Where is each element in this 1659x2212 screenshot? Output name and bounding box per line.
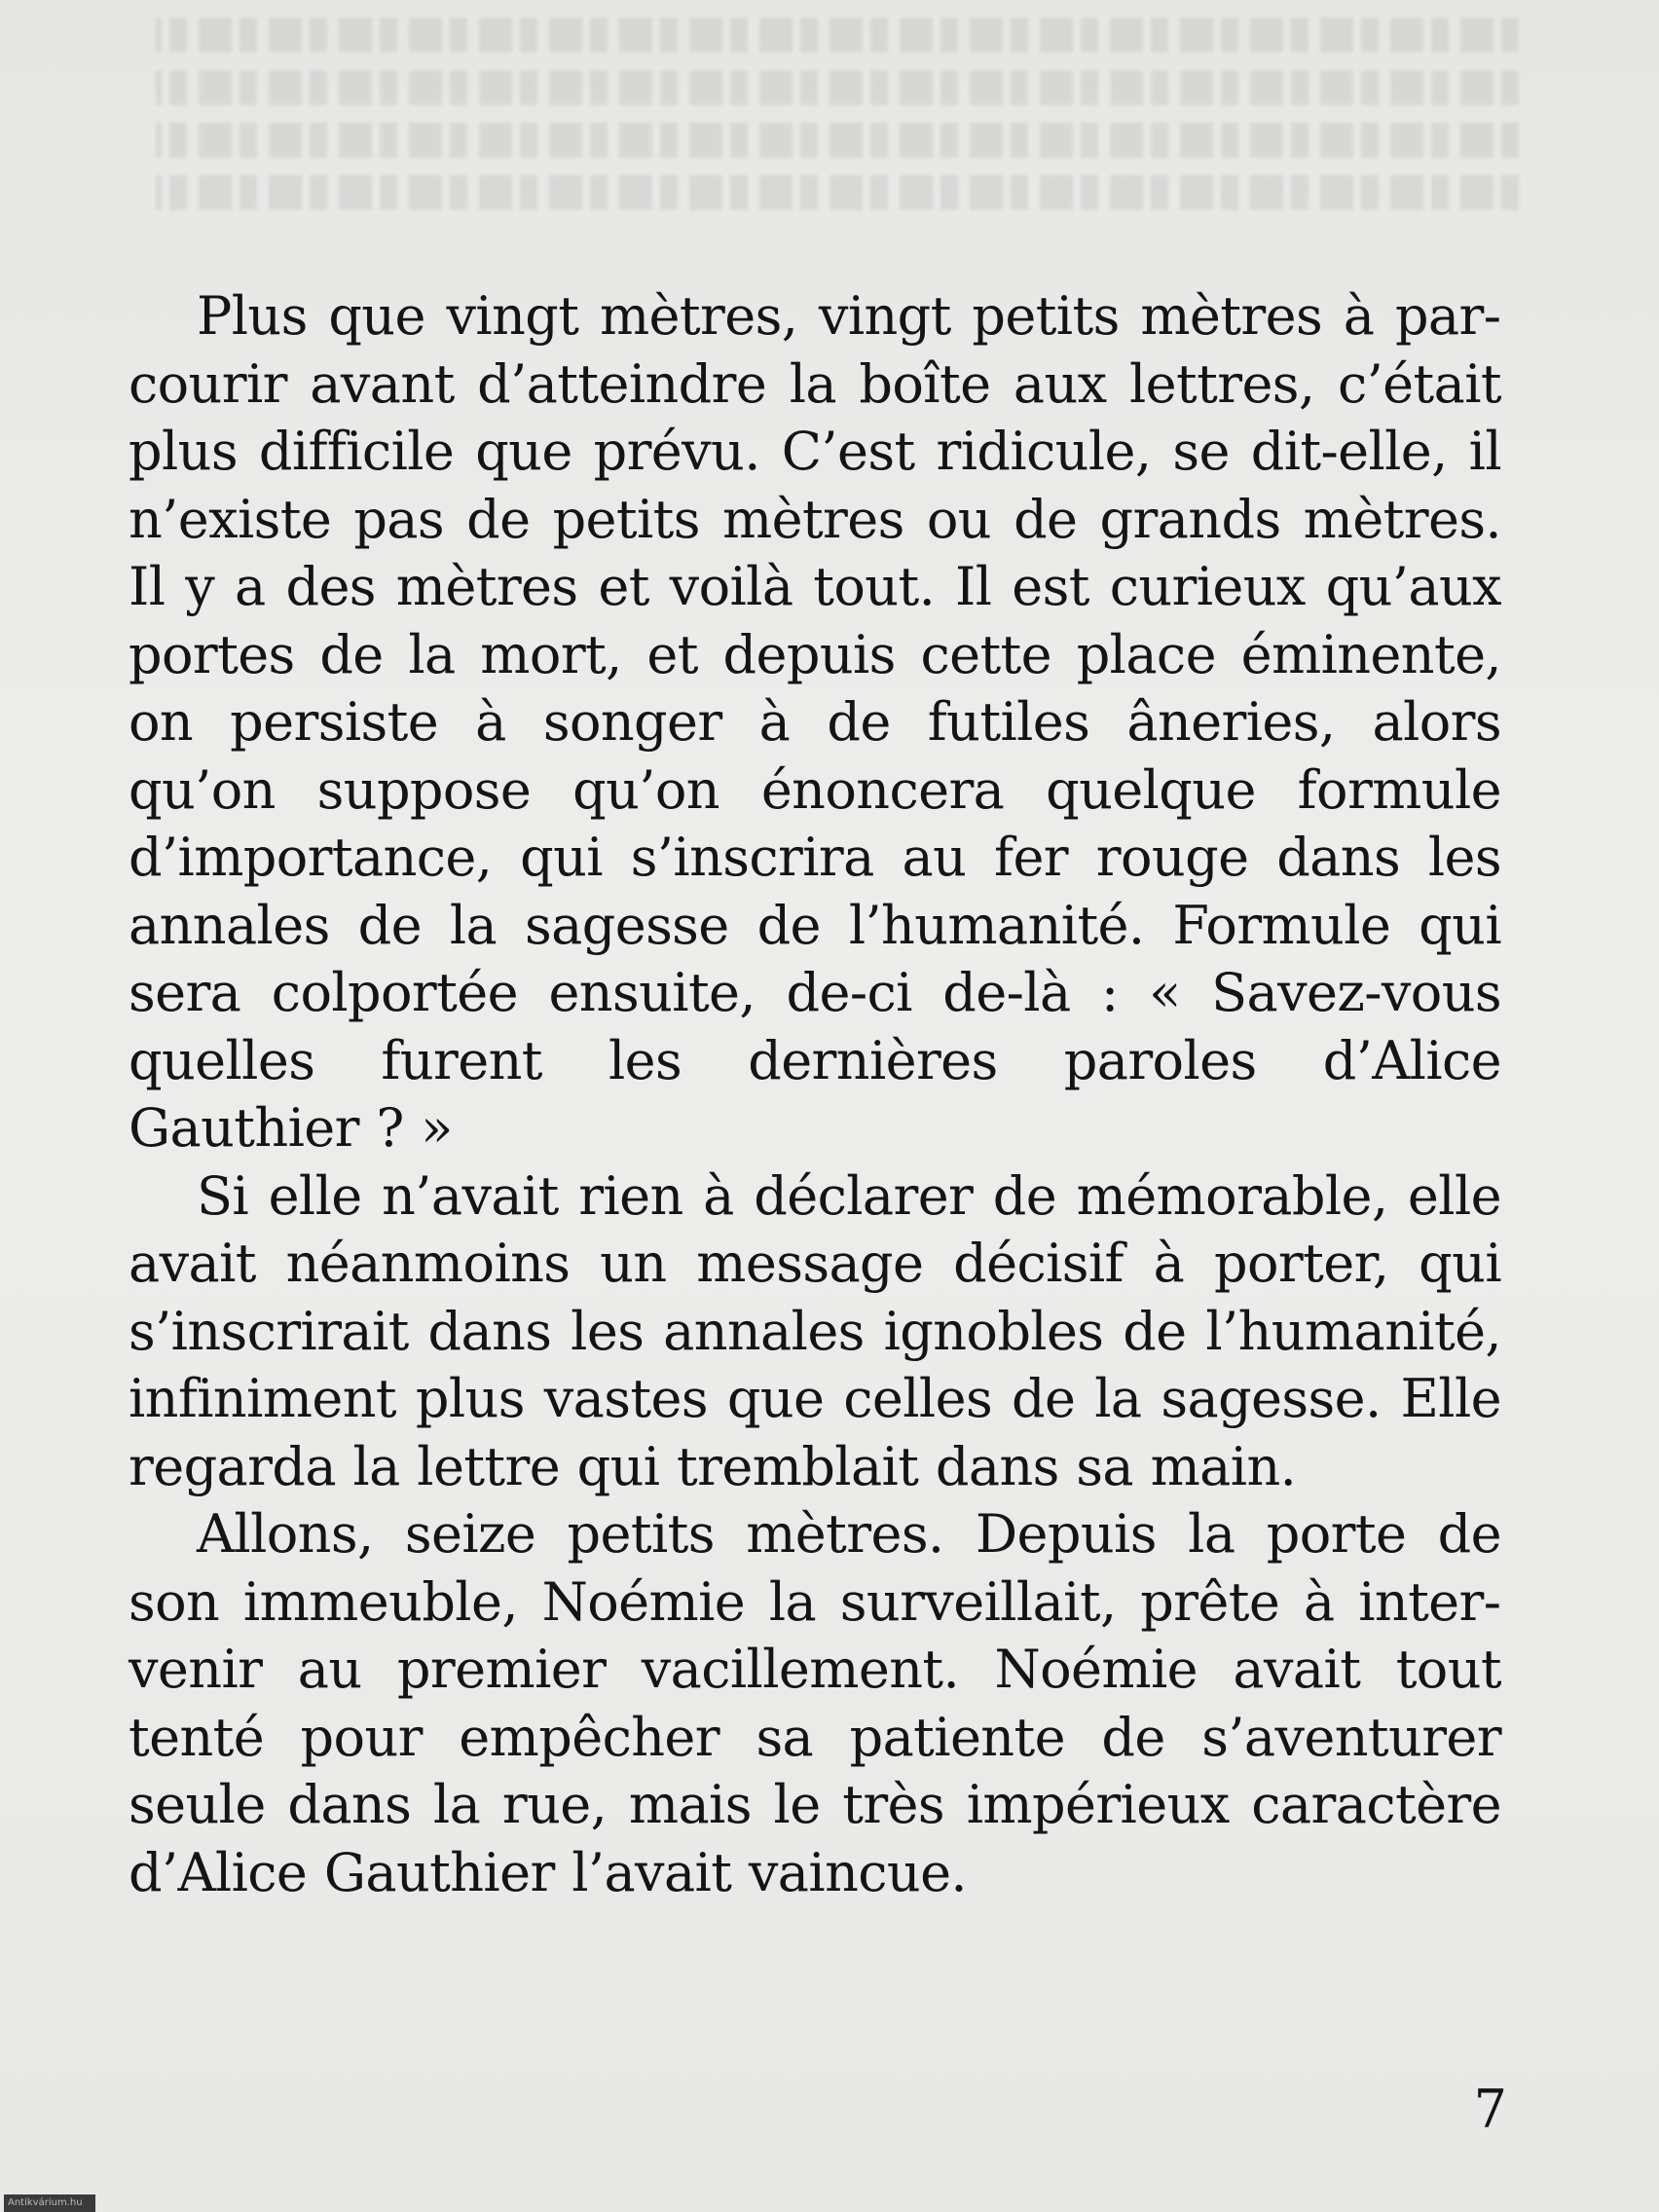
paragraph-1: Plus que vingt mètres, vingt petits mètres à parcourir avant d’atteindre la boîte aux lettres, c’était plus difficile que prévu. C’est ridicule, se dit-elle, il n’existe pas de petits mètres ou de grands mètres. Il y a des mètres et voilà tout. Il est curieux qu’aux portes de la mort, et depuis cette place éminente, on persiste à songer à de futiles âneries, alors qu’on suppose qu’on énoncera quelque formule d’importance, qui s’inscrira au fer rouge dans les annales de la sagesse de l’humanité. Formule qui sera colportée ensuite, de-ci de-là : « Savez-vous quelles furent les dernières paroles d’Alice Gauthier ? » bbox=[129, 285, 1501, 1159]
show-through-text bbox=[156, 0, 1519, 273]
body-text bbox=[129, 282, 1501, 1906]
watermark-label: Antikvárium.hu bbox=[4, 2194, 95, 2212]
page-number: 7 bbox=[1473, 2079, 1507, 2140]
paragraph-2: Si elle n’avait rien à déclarer de mémorable, elle avait néanmoins un message décisif à porter, qui s’inscrirait dans les annales ignobles de l’humanité, infiniment plus vastes que celles de la sagesse. Elle regarda la lettre qui tremblait dans sa main. bbox=[129, 1164, 1501, 1497]
paragraph-3: Allons, seize petits mètres. Depuis la porte de son immeuble, Noémie la surveillait, prête à intervenir au premier vacillement. Noémie avait tout tenté pour empêcher sa patiente de s’aventurer seule dans la rue, mais le très impérieux caractère d’Alice Gauthier l’avait vaincue. bbox=[129, 1503, 1501, 1903]
